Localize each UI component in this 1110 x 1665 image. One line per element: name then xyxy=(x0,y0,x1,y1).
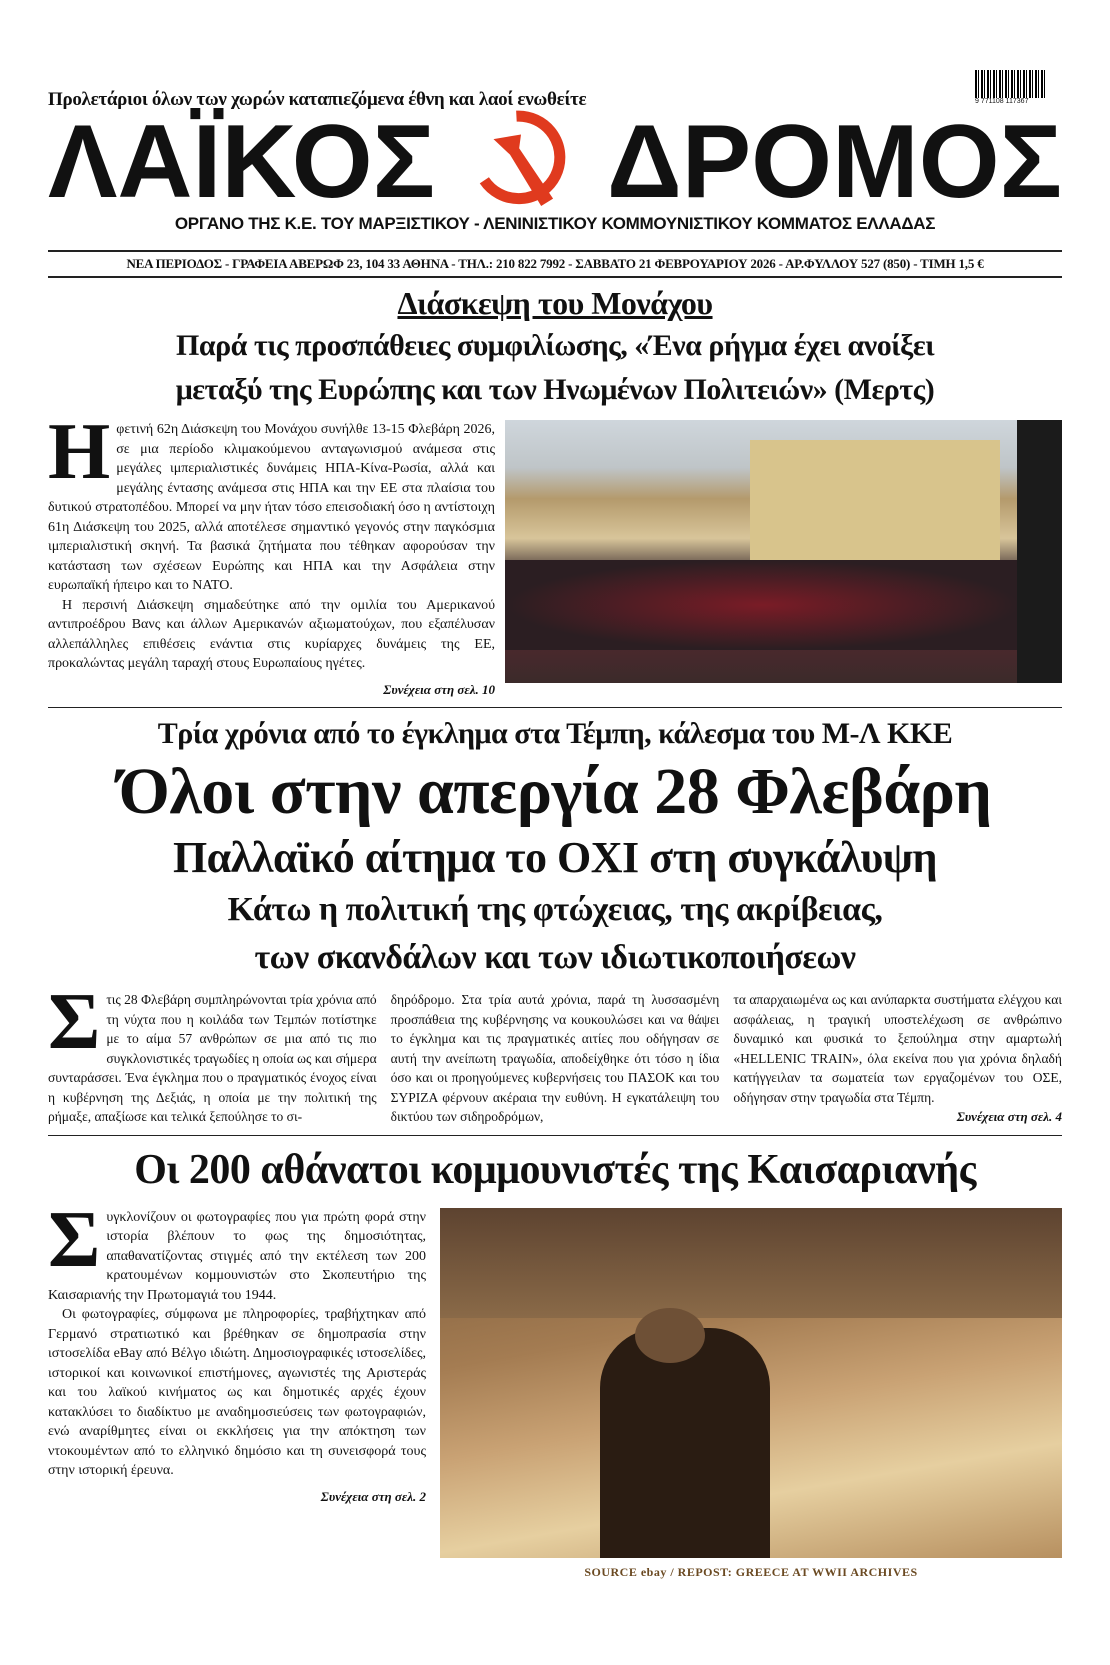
motto: Προλετάριοι όλων των χωρών καταπιεζόμενα έθνη και λαοί ενωθείτε xyxy=(48,89,587,110)
article2-deck xyxy=(48,886,1062,982)
munich-protest-photo xyxy=(505,420,1062,683)
paragraph: τις 28 Φλεβάρη συμπληρώνονται τρία χρόνια από τη νύχτα που η κοιλάδα των Τεμπών ποτίστηκε με το αίμα 57 ανθρώπων σε μια από τις πιο συγκλονιστικές τραγωδίες η οποία ως και σήμερα συνταράσσει. Ένα έγκλημα που ο πραγματικός ένοχος είναι η κυβέρνηση της Δεξιάς, η οποία με την πολιτική της ρήμαξε, απαξίωσε και τελικά ξεπούλησε το σι- xyxy=(48,992,377,1124)
article1-body xyxy=(48,408,495,699)
issue-info-line: ΝΕΑ ΠΕΡΙΟΔΟΣ - ΓΡΑΦΕΙΑ ΑΒΕΡΩΦ 23, 104 33 ΑΘΗΝΑ - ΤΗΛ.: 210 822 7992 - ΣΑΒΒΑΤΟ 21 ΦΕΒΡΟΥΑΡΙΟΥ 2026 - ΑΡ.ΦΥΛΛΟΥ 527 (850) - ΤΙΜΗ 1,5 € xyxy=(126,256,984,271)
barcode-number: 9 771108 117367 xyxy=(975,98,1029,105)
continued-link[interactable]: Συνέχεια στη σελ. 4 xyxy=(956,1109,1062,1124)
article2-headline: Όλοι στην απεργία 28 Φλεβάρη xyxy=(118,755,992,828)
paragraph: Οι φωτογραφίες, σύμφωνα με πληροφορίες, τραβήχτηκαν από Γερμανό στρατιωτικό και βρέθηκαν σε δημοπρασία στην ιστοσελίδα eBay από Βέλγο ιδιώτη. Δημοσιογραφικές ιστοσελίδες, ιστορικοί και κοινωνικοί επιστήμονες, αγωνιστές της Αριστεράς και του λαϊκού κινήματος ως και δημοτικές αρχές έχουν κατακλύσει το διαδίκτυο με αναδημοσιεύσεις των φωτογραφιών, ενώ αναρίθμητες είναι οι εκκλήσεις για την απόκτηση των ντοκουμέντων από το ελληνικό δημόσιο και τη συνεισφορά τους στην ιστορική έρευνα. xyxy=(48,1307,426,1478)
title-right: ΔΡΟΜΟΣ xyxy=(607,104,1062,220)
article2-col2 xyxy=(391,990,720,1127)
article2-col1 xyxy=(48,978,377,1127)
drop-cap: Η xyxy=(48,408,111,496)
article1-headline xyxy=(48,324,1062,412)
paragraph: δηρόδρομο. Στα τρία αυτά χρόνια, παρά τη λυσσασμένη προσπάθεια της κυβέρνησης να κουκουλώσει και να θάψει το έγκλημα και τις πραγματικές αιτίες που οδήγησαν σε αυτή την ανείπωτη τραγωδία, αποδείχθηκε ότι τόσο η ίδια όσο και οι προηγούμενες κυβερνήσεις του ΠΑΣΟΚ και του ΣΥΡΙΖΑ φέρνουν ακέραια την ευθύνη. Η εγκατάλειψη του δικτύου των σιδηροδρόμων, xyxy=(390,992,720,1124)
deck-line-2: των σκανδάλων και των ιδιωτικοποιήσεων xyxy=(254,939,856,976)
paragraph: Η περσινή Διάσκεψη σημαδεύτηκε από την ομιλία του Αμερικανού αντιπροέδρου Βανς και άλλων Αμερικανών αξιωματούχων, που εξαπέλυσαν αλλεπάλληλες επιθέσεις ενάντια στις κυρίαρχες δυνάμεις της ΕΕ, προκαλώντας μεγάλη ταραχή στους Ευρωπαίους ηγέτες. xyxy=(48,597,495,671)
article3-headline: Οι 200 αθάνατοι κομμουνιστές της Καισαριανής xyxy=(134,1146,976,1193)
hammer-sickle-icon xyxy=(466,107,576,217)
headline-line-1: Παρά τις προσπάθειες συμφιλίωσης, «Ένα ρήγμα έχει ανοίξει xyxy=(175,329,935,362)
article2-subhead: Παλλαϊκό αίτημα το ΟΧΙ στη συγκάλυψη xyxy=(172,833,938,882)
continued-link[interactable]: Συνέχεια στη σελ. 10 xyxy=(383,681,495,697)
article1 xyxy=(48,408,1062,699)
kaisariani-execution-photo xyxy=(440,1208,1062,1558)
headline-line-2: μεταξύ της Ευρώπης και των Ηνωμένων Πολιτειών» (Μερτς) xyxy=(175,373,935,406)
title-left: ΛΑΪΚΟΣ xyxy=(48,104,436,220)
article3 xyxy=(48,1195,1062,1582)
divider xyxy=(48,1135,1062,1136)
deck-line-1: Κάτω η πολιτική της φτώχειας, της ακρίβειας, xyxy=(227,891,883,928)
drop-cap: Σ xyxy=(48,1195,101,1284)
article2-columns xyxy=(48,978,1062,1127)
photo-caption: SOURCE ebay / REPOST: GREECE AT WWII ARCHIVES xyxy=(584,1564,918,1579)
masthead-subtitle: ΟΡΓΑΝΟ ΤΗΣ Κ.Ε. ΤΟΥ ΜΑΡΞΙΣΤΙΚΟΥ - ΛΕΝΙΝΙΣΤΙΚΟΥ ΚΟΜΜΟΥΝΙΣΤΙΚΟΥ ΚΟΜΜΑΤΟΣ ΕΛΛΑΔΑΣ xyxy=(174,214,936,233)
article2-kicker: Τρία χρόνια από το έγκλημα στα Τέμπη, κάλεσμα του Μ-Λ ΚΚΕ xyxy=(157,717,953,750)
divider xyxy=(48,276,1062,278)
divider xyxy=(48,707,1062,708)
newspaper-title xyxy=(48,104,1062,220)
drop-cap: Σ xyxy=(48,978,101,1066)
article3-body xyxy=(48,1195,426,1507)
article3-figure xyxy=(440,1208,1062,1582)
front-page xyxy=(48,0,1062,1582)
paragraph: υγκλονίζουν οι φωτογραφίες που για πρώτη φορά στην ιστορία βλέπουν το φως της δημοσιότητας, απαθανατίζοντας στιγμές από την εκτέλεση των 200 κρατουμένων κομμουνιστών στο Σκοπευτήριο της Καισαριανής την Πρωτομαγιά του 1944. xyxy=(48,1209,426,1303)
article1-kicker xyxy=(48,282,1062,324)
paragraph: τα απαρχαιωμένα ως και ανύπαρκτα συστήματα ελέγχου και ασφάλειας, η τραγική υποστελέχωση σε ανθρώπινο δυναμικό και φυσικά το ξεπούλημα στην αμαρτωλή «HELLENIC TRAIN», όλα εκείνα που για χρόνια δηλαδή κατήγγειλαν τα σωματεία των εργαζομένων του ΟΣΕ, οδήγησαν στην τραγωδία στα Τέμπη. xyxy=(733,992,1062,1105)
kicker-text: Διάσκεψη του Μονάχου xyxy=(397,285,713,321)
continued-link[interactable]: Συνέχεια στη σελ. 2 xyxy=(320,1488,426,1504)
paragraph: φετινή 62η Διάσκεψη του Μονάχου συνήλθε 13-15 Φλεβάρη 2026, σε μια περίοδο κλιμακούμενου ανταγωνισμού ανάμεσα στις μεγάλες ιμπεριαλιστικές δυνάμεις ΗΠΑ-Κίνα-Ρωσία, αλλά και μεγάλης έντασης ανάμεσα στις ΗΠΑ και την ΕΕ στα πλαίσια του δυτικού στρατοπέδου. Μπορεί να μην ήταν τόσο επεισοδιακή όσο η αντίστοιχη 61η Διάσκεψη του 2025, αλλά αποτέλεσε σημαντικό γεγονός στην παγκόσμια ιμπεριαλιστική σκηνή. Τα βασικά ζητήματα που τέθηκαν αφορούσαν την κατάσταση των σχέσεων Ευρώπης και ΗΠΑ και την Ασφάλεια στην ευρωπαϊκή ήπειρο και το ΝΑΤΟ. xyxy=(48,422,495,593)
article2-col3 xyxy=(733,990,1062,1127)
